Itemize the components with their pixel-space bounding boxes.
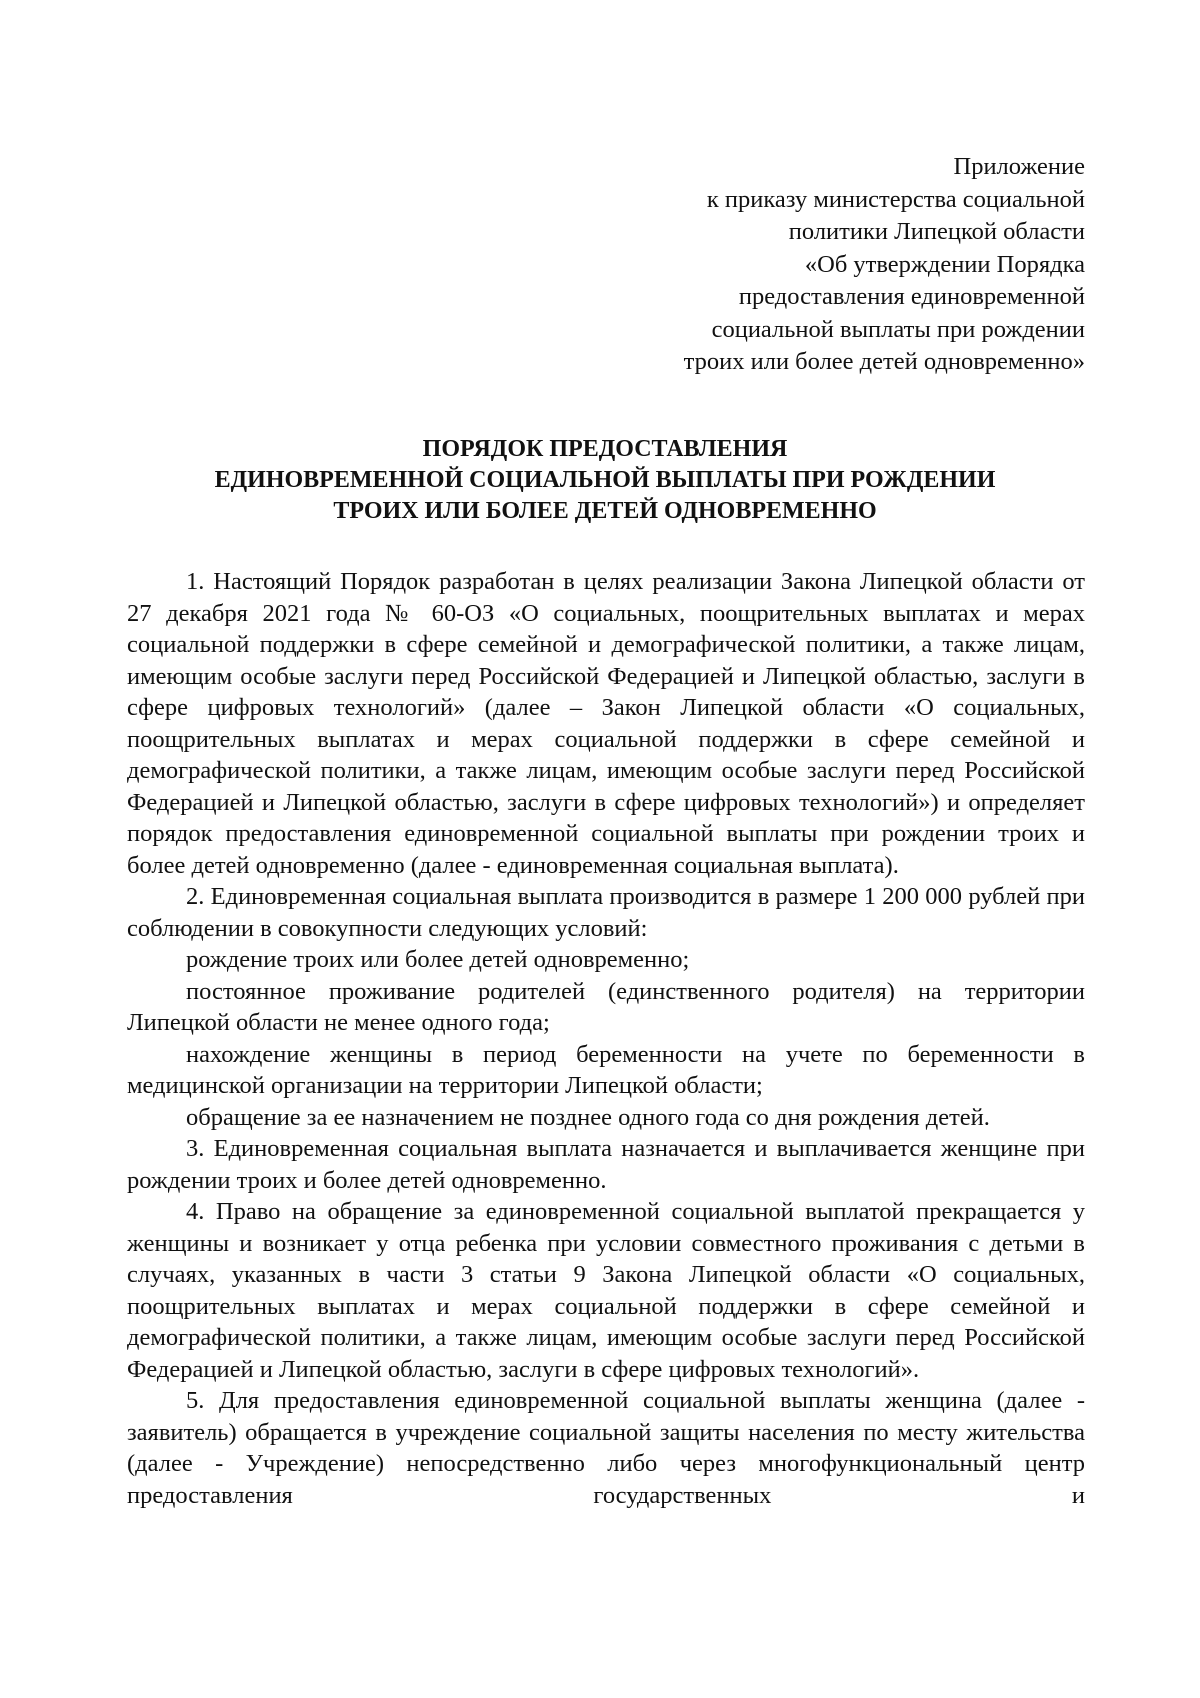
annex-line: Приложение <box>953 153 1085 180</box>
annex-line: к приказу министерства социальной <box>706 185 1085 213</box>
annex-line: троих или более детей одновременно» <box>683 348 1085 375</box>
paragraph-3: 3. Единовременная социальная выплата назначается и выплачивается женщине при рождении троих и более детей одновременно. <box>127 1135 1085 1194</box>
annex-line: предоставления единовременной <box>738 283 1085 310</box>
paragraph-4: 4. Право на обращение за единовременной социальной выплатой прекращается у женщины и возникает у отца ребенка при условии совместного проживания с детьми в случаях, указанных в части 3 статьи 9 Закона Липецкой области «О социальных, поощрительных выплатах и мерах социальной поддержки в сфере семейной и демографической политики, а также лицам, имеющим особые заслуги перед Российской Федерацией и Липецкой областью, заслуги в сфере цифровых технологий». <box>127 1198 1085 1383</box>
paragraph-1: 1. Настоящий Порядок разработан в целях реализации Закона Липецкой области от 27 декабря 2021 года № 60-ОЗ «О социальных, поощрительных выплатах и мерах социальной поддержки в сфере семейной и демографической политики, а также лицам, имеющим особые заслуги перед Российской Федерацией и Липецкой областью, заслуги в сфере цифровых технологий» (далее – Закон Липецкой области «О социальных, поощрительных выплатах и мерах социальной поддержки в сфере семейной и демографической политики, а также лицам, имеющим особые заслуги перед Российской Федерацией и Липецкой областью, заслуги в сфере цифровых технологий») и определяет порядок предоставления единовременной социальной выплаты при рождении троих и более детей одновременно (далее - единовременная социальная выплата). <box>127 568 1085 879</box>
annex-line: социальной выплаты при рождении <box>711 315 1085 343</box>
annex-line: «Об утверждении Порядка <box>804 250 1085 278</box>
condition-1: рождение троих или более детей одновременно; <box>186 946 690 973</box>
condition-4: обращение за ее назначением не позднее одного года со дня рождения детей. <box>186 1103 990 1131</box>
paragraph-2: 2. Единовременная социальная выплата производится в размере 1 200 000 рублей при соблюдении в совокупности следующих условий: <box>127 883 1085 942</box>
condition-2: постоянное проживание родителей (единственного родителя) на территории Липецкой области не менее одного года; <box>127 977 1085 1036</box>
title-line: ТРОИХ ИЛИ БОЛЕЕ ДЕТЕЙ ОДНОВРЕМЕННО <box>333 498 877 524</box>
document-body <box>127 566 1085 1511</box>
paragraph-5: 5. Для предоставления единовременной социальной выплаты женщина (далее - заявитель) обращается в учреждение социальной защиты населения по месту жительства (далее - Учреждение) непосредственно либо через многофункциональный центр предоставления государственных и <box>127 1387 1085 1509</box>
annex-line: политики Липецкой области <box>788 218 1085 245</box>
condition-3: нахождение женщины в период беременности на учете по беременности в медицинской организации на территории Липецкой области; <box>127 1040 1085 1099</box>
title-line: ЕДИНОВРЕМЕННОЙ СОЦИАЛЬНОЙ ВЫПЛАТЫ ПРИ РОЖДЕНИИ <box>214 467 996 493</box>
document-title <box>125 434 1085 527</box>
title-line: ПОРЯДОК ПРЕДОСТАВЛЕНИЯ <box>422 436 788 462</box>
annex-header <box>565 151 1085 379</box>
